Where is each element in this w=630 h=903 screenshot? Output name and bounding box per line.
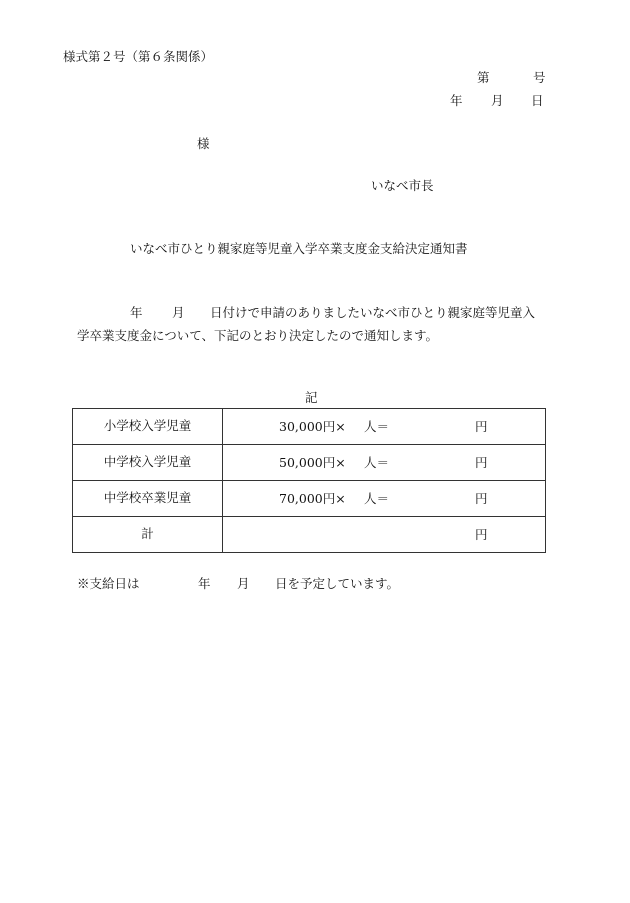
- payment-note-year: 年: [198, 576, 211, 591]
- amount-yen: 円: [475, 490, 488, 506]
- payment-note-month: 月: [237, 576, 250, 591]
- body-date-month: 月: [172, 305, 185, 320]
- allowance-table: [72, 408, 546, 553]
- row-value-cell: [223, 481, 546, 517]
- table-row: [73, 481, 546, 517]
- total-yen: 円: [475, 526, 488, 542]
- amount-yen: 円: [475, 418, 488, 434]
- row-label: 中学校入学児童: [73, 445, 223, 481]
- document-title: いなべ市ひとり親家庭等児童入学卒業支度金支給決定通知書: [130, 241, 468, 256]
- person-count: 人＝: [364, 490, 390, 506]
- body-text-line1: 日付けで申請のありましたいなべ市ひとり親家庭等児童入: [210, 305, 536, 320]
- document-number-prefix: 第: [477, 70, 490, 85]
- total-value-cell: [223, 517, 546, 553]
- issue-date-month: 月: [491, 93, 504, 108]
- total-label: 計: [73, 517, 223, 553]
- table-row: [73, 409, 546, 445]
- row-label: 中学校卒業児童: [73, 481, 223, 517]
- person-count: 人＝: [364, 418, 390, 434]
- document-number-suffix: 号: [533, 70, 546, 85]
- issue-date-day: 日: [531, 93, 544, 108]
- payment-note-tail: 日を予定しています。: [275, 576, 400, 591]
- unit-price: 70,000円×: [279, 490, 346, 506]
- ki-label: 記: [305, 390, 318, 405]
- unit-price: 30,000円×: [279, 418, 346, 434]
- addressee-suffix: 様: [197, 136, 210, 151]
- payment-note-lead: ※支給日は: [77, 576, 140, 591]
- amount-yen: 円: [475, 454, 488, 470]
- sender-name: いなべ市長: [371, 178, 434, 193]
- row-label: 小学校入学児童: [73, 409, 223, 445]
- table-total-row: [73, 517, 546, 553]
- row-value-cell: [223, 445, 546, 481]
- issue-date-year: 年: [450, 93, 463, 108]
- body-date-year: 年: [130, 305, 143, 320]
- person-count: 人＝: [364, 454, 390, 470]
- unit-price: 50,000円×: [279, 454, 346, 470]
- form-number: 様式第２号（第６条関係）: [63, 49, 214, 64]
- body-text-line2: 学卒業支度金について、下記のとおり決定したので通知します。: [77, 328, 439, 343]
- row-value-cell: [223, 409, 546, 445]
- table-row: [73, 445, 546, 481]
